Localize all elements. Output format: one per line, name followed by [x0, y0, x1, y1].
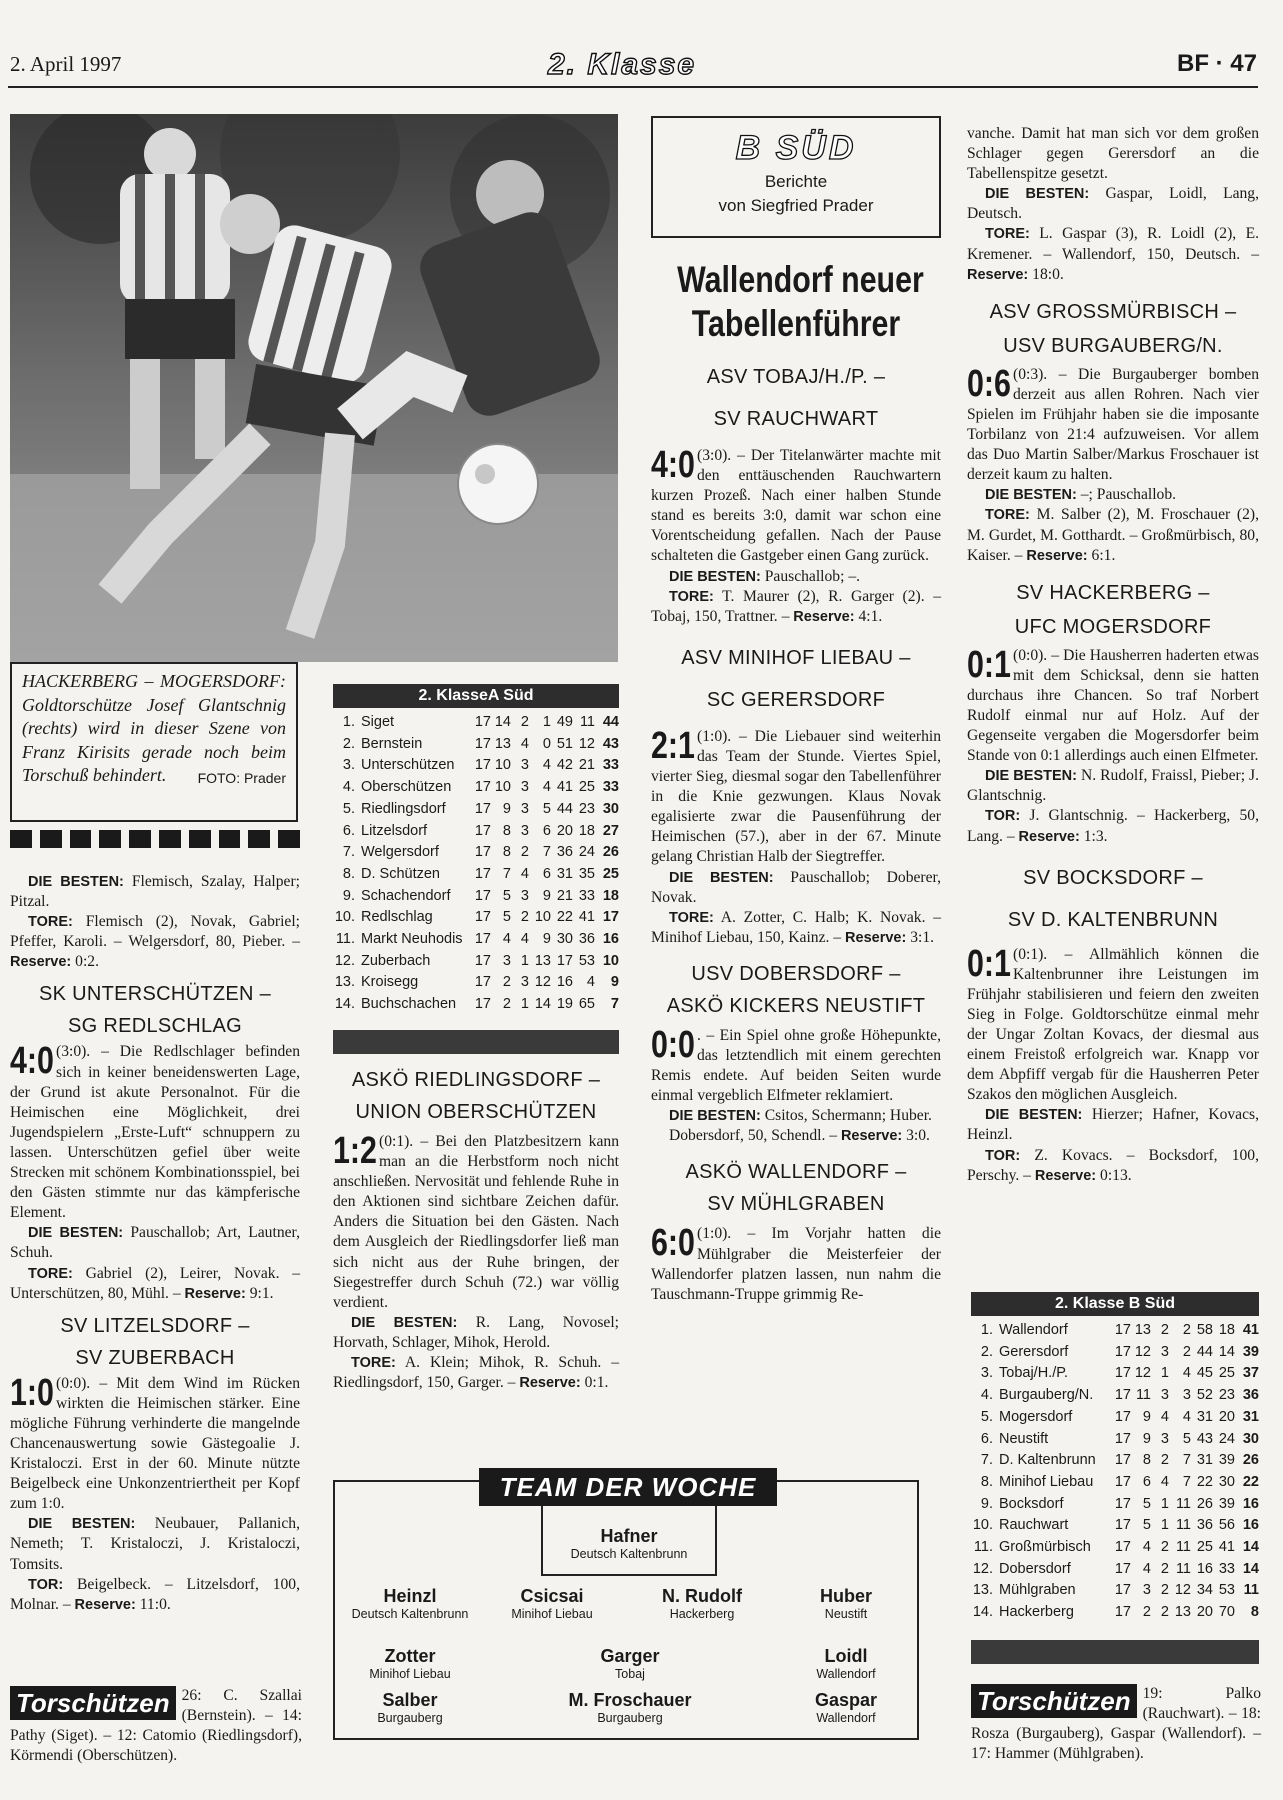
- player-card: [771, 1586, 921, 1621]
- player-club: Deutsch Kaltenbrunn: [351, 1607, 469, 1621]
- player-card: [771, 1690, 921, 1725]
- table-row: 2. Bernstein 17 13 4 0 51 12 43: [342, 735, 619, 752]
- match-score: 0:0: [651, 1023, 695, 1066]
- torschuetzen-logo: Torschützen: [971, 1684, 1137, 1718]
- player-name: Loidl: [824, 1646, 868, 1666]
- standings-table-b: [971, 1292, 1259, 1624]
- table-row: 9. Bocksdorf 17 5 1 11 26 39 16: [980, 1495, 1259, 1512]
- player-name: Huber: [819, 1586, 872, 1606]
- column-3: Wallendorf neuer Tabellenführer ASV TOBAJ/H./P. – SV RAUCHWART 4:0 (3:0). – Der Titelanwärter machte mit den enttäuschenden Rauchwartern kurzen Prozeß. Nach einer halben Stunde stand es bereits 3:0, damit war schon eine Vorentscheidung gefallen. Nach der Pause schalteten die Gastgeber einen Gang zurück. DIE BESTEN: Pauschallob; –. TORE: T. Maurer (2), R. Garger (2). – Tobaj, 150, Trattner. – Reserve: 4:1. ASV MINIHOF LIEBAU – SC GERERSDORF 2:1 (1:0). – Die Liebauer sind weiterhin das Team der Stunde. Viertes Spiel, vierter Sieg, diesmal sogar den Tabellenführer in die Knie gezwungen. Klaus Novak egalisierte zwar die Pausenführung der Heimischen (57.), aber in der 67. Minute gelang Christian Halb der Siegtreffer. DIE BESTEN: Pauschallob; Doberer, Novak. TORE: A. Zotter, C. Halb; K. Novak. – Minihof Liebau, 150, Kainz. – Reserve: 3:1. USV DOBERSDORF – ASKÖ KICKERS NEUSTIFT 0:0 . – Ein Spiel ohne große Höhepunkte, das letztendlich mit einem gerechten Remis endete. Auf beiden Seiten wurde einmal vergeblich Elfmeter reklamiert. DIE BESTEN: Csitos, Schermann; Huber. Dobersdorf, 50, Schendl. – Reserve: 3:0. ASKÖ WALLENDORF – SV MÜHLGRABEN 6:0 (1:0). – Im Vorjahr hatten die Mühlgraber die Meisterfeier der Wallendorfer platzen lassen, nun nahm die Tauschmann-Truppe grimmig Re-: [651, 259, 941, 1303]
- player-card: [335, 1690, 485, 1725]
- table-row: 12. Zuberbach 17 3 1 13 17 53 10: [334, 952, 619, 969]
- column-2: ASKÖ RIEDLINGSDORF – UNION OBERSCHÜTZEN 1:2 (0:1). – Bei den Platzbesitzern kann man an die Herbstform noch nicht anschließen. Nervosität und fehlende Ruhe in den Aktionen sind sichtbare Zeichen dafür. Anders die Situation bei den Gästen. Nach dem Ausgleich der Riedlingsdorfer ließ man sich nicht aus der Ruhe bringen, der Siegestreffer durch Schuh (72.) war völlig verdient. DIE BESTEN: R. Lang, Novosel; Horvath, Schlager, Mihok, Herold. TORE: A. Klein; Mihok, R. Schuh. – Riedlingsdorf, 150, Garger. – Reserve: 0:1.: [333, 1064, 619, 1393]
- table-row: 8. D. Schützen 17 7 4 6 31 35 25: [342, 865, 619, 882]
- column-4: vanche. Damit hat man sich vor dem großen Schlager gegen Gerersdorf an die Tabellenspitze gesetzt. DIE BESTEN: Gaspar, Loidl, Lang, Deutsch. TORE: L. Gaspar (3), R. Loidl (2), E. Kremener. – Wallendorf, 150, Deutsch. – Reserve: 18:0. ASV GROSSMÜRBISCH – USV BURGAUBERG/N. 0:6 (0:3). – Die Burgauberger bomben derzeit aus allen Rohren. Nach vier Spielen im Frühjahr haben sie die imposante Torbilanz von 21:4 aufzuweisen. Vor allem das Duo Martin Salber/Markus Froschauer ist derzeit kaum zu halten. DIE BESTEN: –; Pauschallob. TORE: M. Salber (2), M. Froschauer (2), M. Gurdet, M. Gotthardt. – Großmürbisch, 80, Kaiser. – Reserve: 6:1. SV HACKERBERG – UFC MOGERSDORF 0:1 (0:0). – Die Hausherren haderten etwas mit dem Schicksal, denn sie hatten durchaus ihre Chancen. So traf Norbert Rudolf einmal nur auf Holz. Auf der Gegenseite vergaben die Mogersdorfer beim Stande von 0:1 allerdings auch einen Elfmeter. DIE BESTEN: N. Rudolf, Fraissl, Pieber; J. Glantschnig. TOR: J. Glantschnig. – Hackerberg, 50, Lang. – Reserve: 1:3. SV BOCKSDORF – SV D. KALTENBRUNN 0:1 (0:1). – Allmählich können die Kaltenbrunner ihre Leistungen im Frühjahr stabilisieren und feiern den zweiten Sieg in Folge. Goldtorschütze einmal mehr der Ungar Zoltan Kovacs, der diesmal aus einem Freistoß erfolgreich war. Knapp vor dem Abpfiff vergab für die Hausherren Peter Szakos den möglichen Ausgleich. DIE BESTEN: Hierzer; Hafner, Kovacs, Heinzl. TOR: Z. Kovacs. – Bocksdorf, 100, Perschy. – Reserve: 0:13.: [967, 125, 1260, 1184]
- match-heading: SV HACKERBERG – UFC MOGERSDORF: [1014, 581, 1212, 638]
- table-row: 1. Wallendorf 17 13 2 2 58 18 41: [980, 1322, 1259, 1338]
- table-title: 2. KlasseA Süd: [333, 684, 619, 708]
- column-1: DIE BESTEN: Flemisch, Szalay, Halper; Pitzal. TORE: Flemisch (2), Novak, Gabriel; Pfeffer, Karoli. – Welgersdorf, 80, Pieber. – Reserve: 0:2. SK UNTERSCHÜTZEN – SG REDLSCHLAG 4:0 (3:0). – Die Redlschlager befinden sich in keiner beneidenswerten Lage, der Grund ist akute Personalnot. Für die Heimischen eine Möglichkeit, drei Jugendspielern „Erste-Luft“ schnuppern zu lassen. Unterschützen gefiel über weite Strecken mit schönem Kombinationsspiel, bei den Gästen stimmte nur das kämpferische Element. DIE BESTEN: Pauschallob; Art, Lautner, Schuh. TORE: Gabriel (2), Leirer, Novak. – Unterschützen, 80, Mühl. – Reserve: 9:1. SV LITZELSDORF – SV ZUBERBACH 1:0 (0:0). – Mit dem Wind im Rücken wirkten die Heimischen stärker. Eine mögliche Führung verhinderte die mangelnde Chancenauswertung sowie Gästegoalie J. Kristaloczi. Erst in der 60. Minute nützte Beigelbeck eine Unkonzentriertheit per Kopf zum 1:0. DIE BESTEN: Neubauer, Pallanich, Nemeth; T. Kristaloczi, J. Kristaloczi, Tomsits. TOR: Beigelbeck. – Litzelsdorf, 100, Molnar. – Reserve: 11:0.: [10, 873, 301, 1613]
- match-score: 2:1: [651, 724, 695, 767]
- photo-caption: [22, 670, 286, 788]
- table-row: 7. D. Kaltenbrunn 17 8 2 7 31 39 26: [980, 1452, 1259, 1469]
- player-card: [335, 1646, 485, 1681]
- table-row: 13. Mühlgraben 17 3 2 12 34 53 11: [972, 1582, 1259, 1599]
- table-row: 1. Siget 17 14 2 1 49 11 44: [342, 714, 619, 730]
- player-card: [555, 1646, 705, 1681]
- team-of-the-week: [333, 1472, 919, 1740]
- player-club: Tobaj: [615, 1667, 645, 1681]
- match-heading: SV LITZELSDORF – SV ZUBERBACH: [60, 1314, 250, 1369]
- scorers-left: [10, 1686, 302, 1766]
- bsued-line1: Berichte: [764, 172, 828, 191]
- player-name: Salber: [382, 1690, 438, 1710]
- player-club: Minihof Liebau: [511, 1607, 593, 1621]
- player-card: [477, 1586, 627, 1621]
- standings-table-a: [333, 684, 619, 1016]
- soccer-players-image: [10, 114, 618, 662]
- table-row: 14. Hackerberg 17 2 2 13 20 70 8: [972, 1604, 1259, 1621]
- player-club: Burgauberg: [377, 1711, 443, 1725]
- player-card: [771, 1646, 921, 1681]
- scorers-right: [971, 1684, 1261, 1764]
- table-row: 4. Oberschützen 17 10 3 4 41 25 33: [342, 779, 619, 796]
- photo-caption-box: [10, 662, 298, 822]
- photo-credit: FOTO: Prader: [197, 770, 286, 786]
- square-divider: [10, 830, 300, 848]
- headline: Wallendorf neuer Tabellenführer: [677, 259, 924, 344]
- table-divider: [333, 1030, 619, 1054]
- player-card: [335, 1586, 485, 1621]
- match-score: 4:0: [651, 444, 695, 486]
- match-heading: ASV TOBAJ/H./P. – SV RAUCHWART: [706, 366, 886, 430]
- table-row: 2. Gerersdorf 17 12 3 2 44 14 39: [980, 1343, 1259, 1360]
- header-rule: [8, 86, 1258, 88]
- caption-text: HACKERBERG – MOGERSDORF: Goldtorschütze Josef Glantschnig (rechts) wird in dieser Szene von Franz Kirisits gerade noch beim Torschuß behindert.: [22, 671, 286, 785]
- player-club: Minihof Liebau: [369, 1667, 451, 1681]
- player-club: Burgauberg: [597, 1711, 663, 1725]
- table-row: 6. Litzelsdorf 17 8 3 6 20 18 27: [342, 822, 619, 839]
- match-score: 0:1: [967, 643, 1011, 686]
- match-heading: ASV GROSSMÜRBISCH – USV BURGAUBERG/N.: [989, 300, 1237, 357]
- table-row: 13. Kroisegg 17 2 3 12 16 4 9: [334, 974, 619, 991]
- player-card: [555, 1690, 705, 1725]
- match-heading: SK UNTERSCHÜTZEN – SG REDLSCHLAG: [38, 983, 272, 1038]
- table-row: 5. Riedlingsdorf 17 9 3 5 44 23 30: [342, 800, 619, 817]
- match-heading: SV BOCKSDORF – SV D. KALTENBRUNN: [1007, 866, 1219, 931]
- player-name: M. Froschauer: [568, 1690, 692, 1710]
- table-row: 7. Welgersdorf 17 8 2 7 36 24 26: [342, 844, 619, 861]
- player-name: Csicsai: [520, 1586, 584, 1606]
- section-title: 2. Klasse: [548, 48, 697, 81]
- match-score: 6:0: [651, 1222, 695, 1265]
- player-name: Zotter: [384, 1646, 436, 1666]
- table-row: 5. Mogersdorf 17 9 4 4 31 20 31: [980, 1408, 1259, 1425]
- table-row: 3. Unterschützen 17 10 3 4 42 21 33: [342, 757, 619, 774]
- match-score: 4:0: [10, 1040, 54, 1083]
- player-card: [627, 1586, 777, 1621]
- table-row: 9. Schachendorf 17 5 3 9 21 33 18: [342, 887, 619, 904]
- match-heading: USV DOBERSDORF – ASKÖ KICKERS NEUSTIFT: [666, 962, 926, 1017]
- scorers-text-2: 14: Pathy (Siget). – 12: Catomio (Riedlingsdorf), Körmendi (Oberschützen).: [10, 1707, 302, 1765]
- match-score: 1:2: [333, 1130, 377, 1172]
- match-heading: ASV MINIHOF LIEBAU – SC GERERSDORF: [681, 646, 911, 711]
- table-row: 11. Markt Neuhodis 17 4 4 9 30 36 16: [335, 931, 619, 948]
- issue-date: 2. April 1997: [10, 52, 122, 76]
- table-row: 4. Burgauberg/N. 17 11 3 3 52 23 36: [980, 1387, 1259, 1404]
- scorers-text-1: 26: C. Szallai (Bernstein). –: [181, 1687, 302, 1725]
- player-club: Wallendorf: [816, 1667, 876, 1681]
- table-row: 10. Rauchwart 17 5 1 11 36 56 16: [972, 1517, 1259, 1534]
- player-club: Wallendorf: [816, 1711, 876, 1725]
- player-name: N. Rudolf: [662, 1586, 742, 1606]
- match-heading: ASKÖ WALLENDORF – SV MÜHLGRABEN: [685, 1161, 907, 1216]
- player-name: Heinzl: [383, 1586, 437, 1606]
- player-gk: Hafner Deutsch Kaltenbrunn: [570, 1526, 688, 1561]
- player-club: Neustift: [824, 1607, 868, 1621]
- match-heading: ASKÖ RIEDLINGSDORF – UNION OBERSCHÜTZEN: [351, 1069, 601, 1123]
- match-score: 0:6: [967, 362, 1011, 405]
- table-row: 14. Buchschachen 17 2 1 14 19 65 7: [334, 996, 619, 1013]
- scorers-text-2: 18: Rosza (Burgauberg), Gaspar (Wallendorf). – 17: Hammer (Mühlgraben).: [971, 1705, 1261, 1763]
- standings-rows: [333, 712, 619, 1016]
- bsued-line2: von Siegfried Prader: [718, 196, 874, 215]
- table-row: 12. Dobersdorf 17 4 2 11 16 33 14: [972, 1560, 1259, 1577]
- match-photo: [10, 114, 618, 662]
- match-score: 0:1: [967, 942, 1011, 985]
- player-name: Garger: [600, 1646, 660, 1666]
- scorers-text-1: 19: Palko (Rauchwart). –: [1142, 1685, 1261, 1723]
- table-row: 8. Minihof Liebau 17 6 4 7 22 30 22: [980, 1473, 1259, 1490]
- match-score: 1:0: [10, 1371, 54, 1414]
- table-row: 3. Tobaj/H./P. 17 12 1 4 45 25 37: [980, 1365, 1259, 1382]
- table-title: 2. Klasse B Süd: [971, 1292, 1259, 1316]
- player-club: Hackerberg: [669, 1607, 735, 1621]
- table-row: 11. Großmürbisch 17 4 2 11 25 41 14: [973, 1539, 1259, 1556]
- bsued-logo: B SÜD: [735, 129, 857, 167]
- table-row: 6. Neustift 17 9 3 5 43 24 30: [980, 1430, 1259, 1447]
- team-title: TEAM DER WOCHE: [479, 1468, 777, 1506]
- table-row: 10. Redlschlag 17 5 2 10 22 41 17: [334, 909, 619, 926]
- bsued-box: [651, 116, 941, 238]
- player-name: Gaspar: [814, 1690, 878, 1710]
- page-header: [0, 48, 1283, 88]
- torschuetzen-logo: Torschützen: [10, 1686, 176, 1720]
- table-divider: [971, 1640, 1259, 1664]
- standings-rows: [971, 1320, 1259, 1624]
- page-number: BF · 47: [1176, 50, 1257, 77]
